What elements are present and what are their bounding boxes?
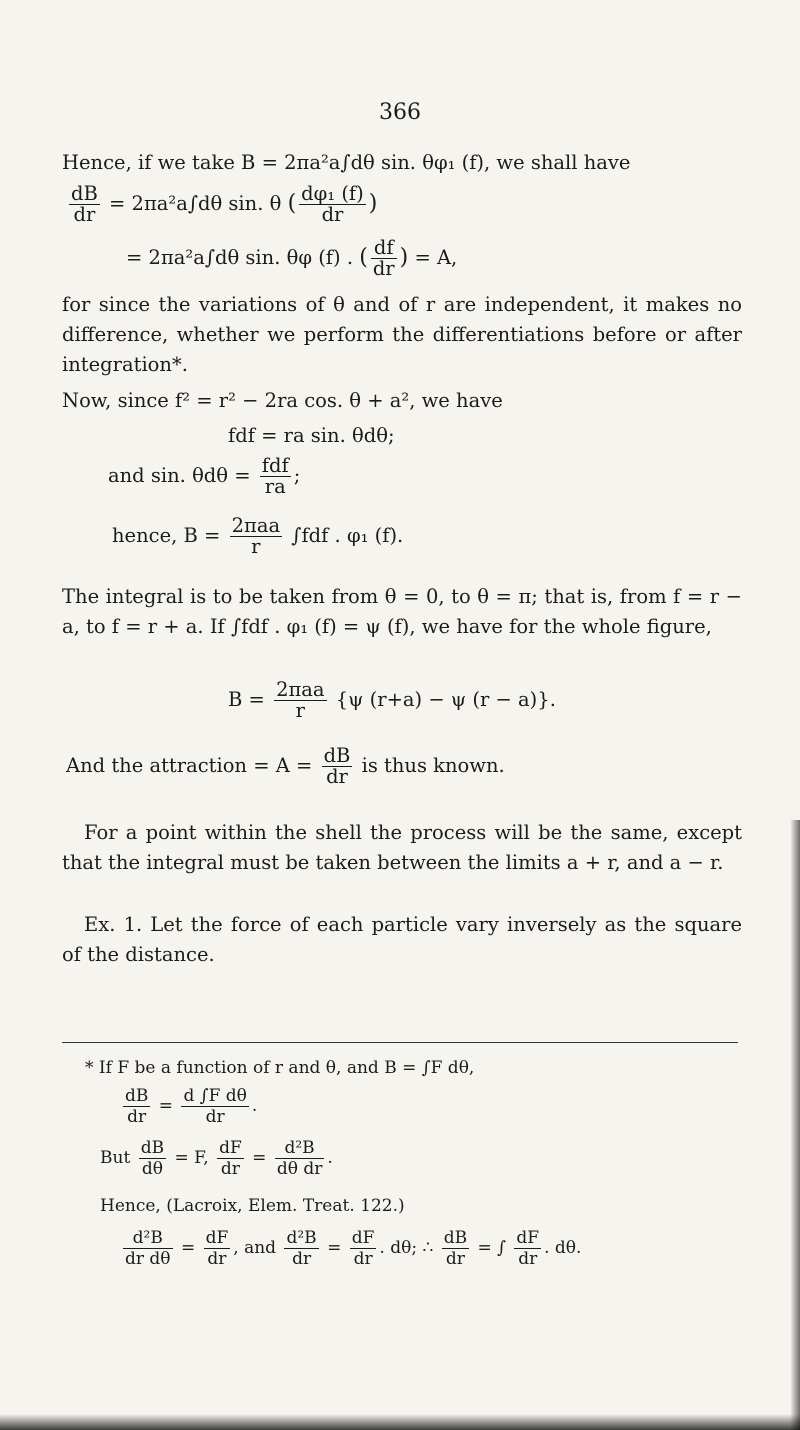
footnote-divider [62,1042,738,1043]
equation-sin-dtheta: and sin. θdθ = $\frac{\text{fdf}}{ra}$ ; [108,454,301,498]
footnote-equation-1: $\frac{dB}{dr}$ = $\frac{\text{d ∫F dθ}}{dr}$ . [125,1086,258,1127]
footnote-equation-3: $\frac{\text{d²B}}{\text{dr dθ}}$ = $\frac{dF}{dr}$ , and $\frac{\text{d²B}}{dr}$ = $\frac{dF}{dr}$ . dθ; ∴ $\frac{dB}{dr}$ = ∫ $\frac{dF}{dr}$ . dθ. [125,1228,582,1269]
equation-attraction: And the attraction = A = $\frac{dB}{dr}$ is thus known. [66,744,505,788]
footnote-equation-2: But $\frac{dB}{d\theta}$ = F, $\frac{dF}{dr}$ = $\frac{\text{d²B}}{\text{dθ dr}}$ . [100,1138,333,1179]
paragraph-variations: for since the variations of θ and of r are independent, it makes no difference, whether we perform the differentiations before or after integration*. [62,293,742,376]
equation-equals-A: = 2πa²a∫dθ sin. θφ (f) . ( $\frac{df}{dr}$ ) = A, [126,236,458,280]
paragraph-intro: Hence, if we take B = 2πa²a∫dθ sin. θφ₁ (f), we shall have [62,151,631,174]
page-bottom-shadow [0,1414,800,1430]
footnote-line-4: Hence, (Lacroix, Elem. Treat. 122.) [100,1196,405,1216]
footnote-line-1: * If F be a function of r and θ, and B = ∫F dθ, [85,1058,475,1078]
page-edge-shadow [790,820,800,1430]
equation-hence-B: hence, B = $\frac{\text{2πaa}}{r}$ ∫fdf . φ₁ (f). [112,514,404,558]
paragraph-point-within-shell: For a point within the shell the process will be the same, except that the integral must be taken between the limits a + r, and a − r. [62,821,742,874]
page-number: 366 [379,100,421,125]
paragraph-integral-limits: The integral is to be taken from θ = 0, to θ = π; that is, from f = r − a, to f = r + a. If ∫fdf . φ₁ (f) = ψ (f), we have for the whole figure, [62,585,742,638]
equation-dB-dr: $\frac{dB}{dr}$ = 2πa²a∫dθ sin. θ ( $\frac{\text{dφ₁ (f)}}{dr}$ ) [71,182,378,226]
paragraph-now-since: Now, since f² = r² − 2ra cos. θ + a², we have [62,389,503,412]
paragraph-example-1: Ex. 1. Let the force of each particle vary inversely as the square of the distance. [62,913,742,966]
equation-fdf: fdf = ra sin. θdθ; [228,424,395,447]
equation-B-whole-figure: B = $\frac{\text{2πaa}}{r}$ {ψ (r+a) − ψ (r − a)}. [228,678,556,722]
